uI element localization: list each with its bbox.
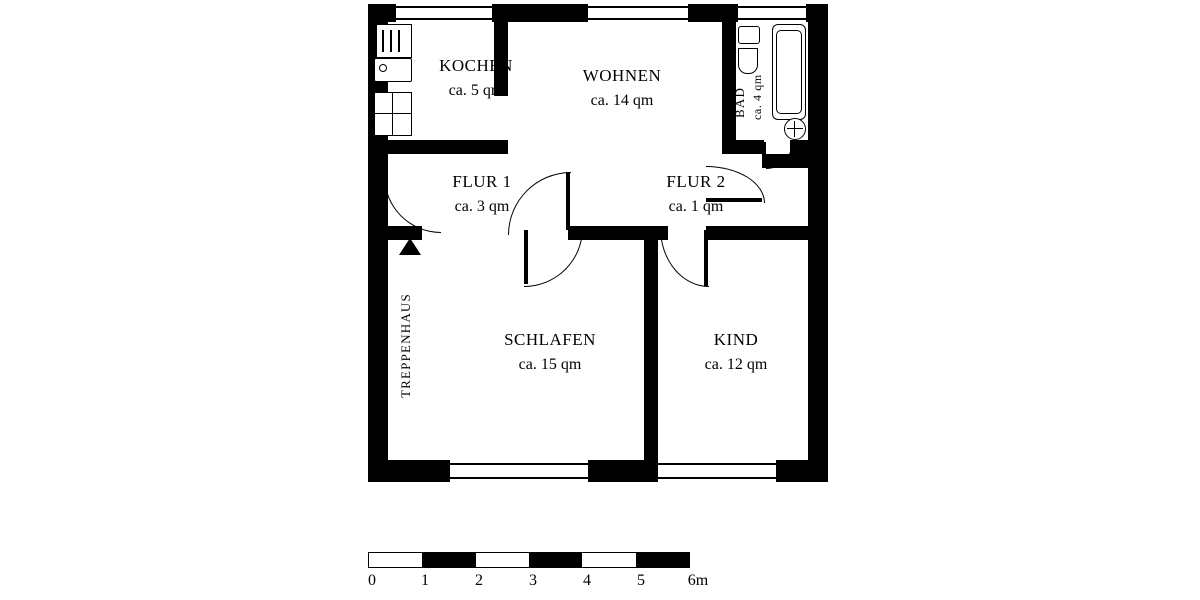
wall-right (808, 4, 828, 482)
toilet-icon (738, 48, 758, 74)
staircase-label-text: TREPPENHAUS (398, 293, 413, 398)
scale-segment (582, 553, 635, 567)
room-name: FLUR 2 (666, 172, 726, 191)
room-area: ca. 1 qm (668, 197, 724, 215)
scale-segment (369, 553, 422, 567)
wall-bottom-right (776, 460, 828, 482)
scale-tick: 1 (421, 572, 429, 589)
wall-kitchen-bottom (368, 140, 508, 154)
room-name: KIND (713, 330, 759, 349)
staircase-label (398, 293, 414, 398)
room-area-bad (750, 74, 765, 120)
fixture-cross (794, 121, 795, 137)
washbasin-icon (738, 26, 760, 44)
window-line (738, 18, 806, 20)
window-line (450, 463, 588, 465)
room-name: KOCHEN (439, 56, 513, 75)
room-label-schlafen (456, 328, 644, 376)
scale-tick: 4 (583, 572, 591, 589)
door-leaf-entry (380, 176, 384, 230)
window-line (658, 463, 776, 465)
entry-direction-arrow (399, 238, 421, 255)
room-label-flur1 (392, 170, 572, 218)
wall-corridor-bottom-mid (568, 226, 668, 240)
room-label-kind (646, 328, 826, 376)
room-area: ca. 14 qm (590, 91, 654, 109)
room-name: WOHNEN (582, 66, 662, 85)
scale-tick: 3 (529, 572, 537, 589)
sink-detail (390, 30, 392, 52)
window-line (396, 6, 492, 8)
wall-top-seg-2 (688, 4, 738, 22)
room-name: BAD (732, 86, 747, 118)
scale-tick: 6m (687, 572, 709, 589)
scale-segment (422, 553, 475, 567)
door-arc-kind (660, 228, 709, 287)
window-line (396, 18, 492, 20)
bathtub-inner (776, 30, 802, 114)
room-area: ca. 4 qm (750, 74, 764, 120)
room-area: ca. 3 qm (454, 197, 510, 215)
window-line (588, 6, 688, 8)
wall-bottom-left (368, 460, 450, 482)
wall-bottom-mid (588, 460, 658, 482)
window-line (588, 18, 688, 20)
room-label-wohnen (532, 64, 712, 112)
scale-tick-labels (368, 572, 709, 594)
window-line (450, 477, 588, 479)
scale-tick: 0 (368, 572, 376, 589)
window-line (658, 477, 776, 479)
sink-detail (398, 30, 400, 52)
room-name: SCHLAFEN (504, 330, 596, 349)
room-label-flur2 (616, 170, 776, 218)
scale-tick: 2 (475, 572, 483, 589)
scale-segment (529, 553, 582, 567)
room-area: ca. 5 qm (448, 81, 504, 99)
sink-detail (382, 30, 384, 52)
window-line (738, 6, 806, 8)
room-area: ca. 15 qm (518, 355, 582, 373)
scale-segment (636, 553, 689, 567)
scale-tick: 5 (637, 572, 645, 589)
wall-bath-bottom (736, 140, 764, 154)
sink-drain-icon (379, 64, 387, 72)
room-label-bad (732, 87, 748, 118)
room-area: ca. 12 qm (704, 355, 768, 373)
wall-corridor-bottom-right (706, 226, 828, 240)
scale-segment (476, 553, 529, 567)
wall-top-seg-1 (492, 4, 588, 22)
room-name: FLUR 1 (452, 172, 512, 191)
scale-bar (368, 552, 690, 568)
door-arc-schlafen (524, 228, 583, 287)
